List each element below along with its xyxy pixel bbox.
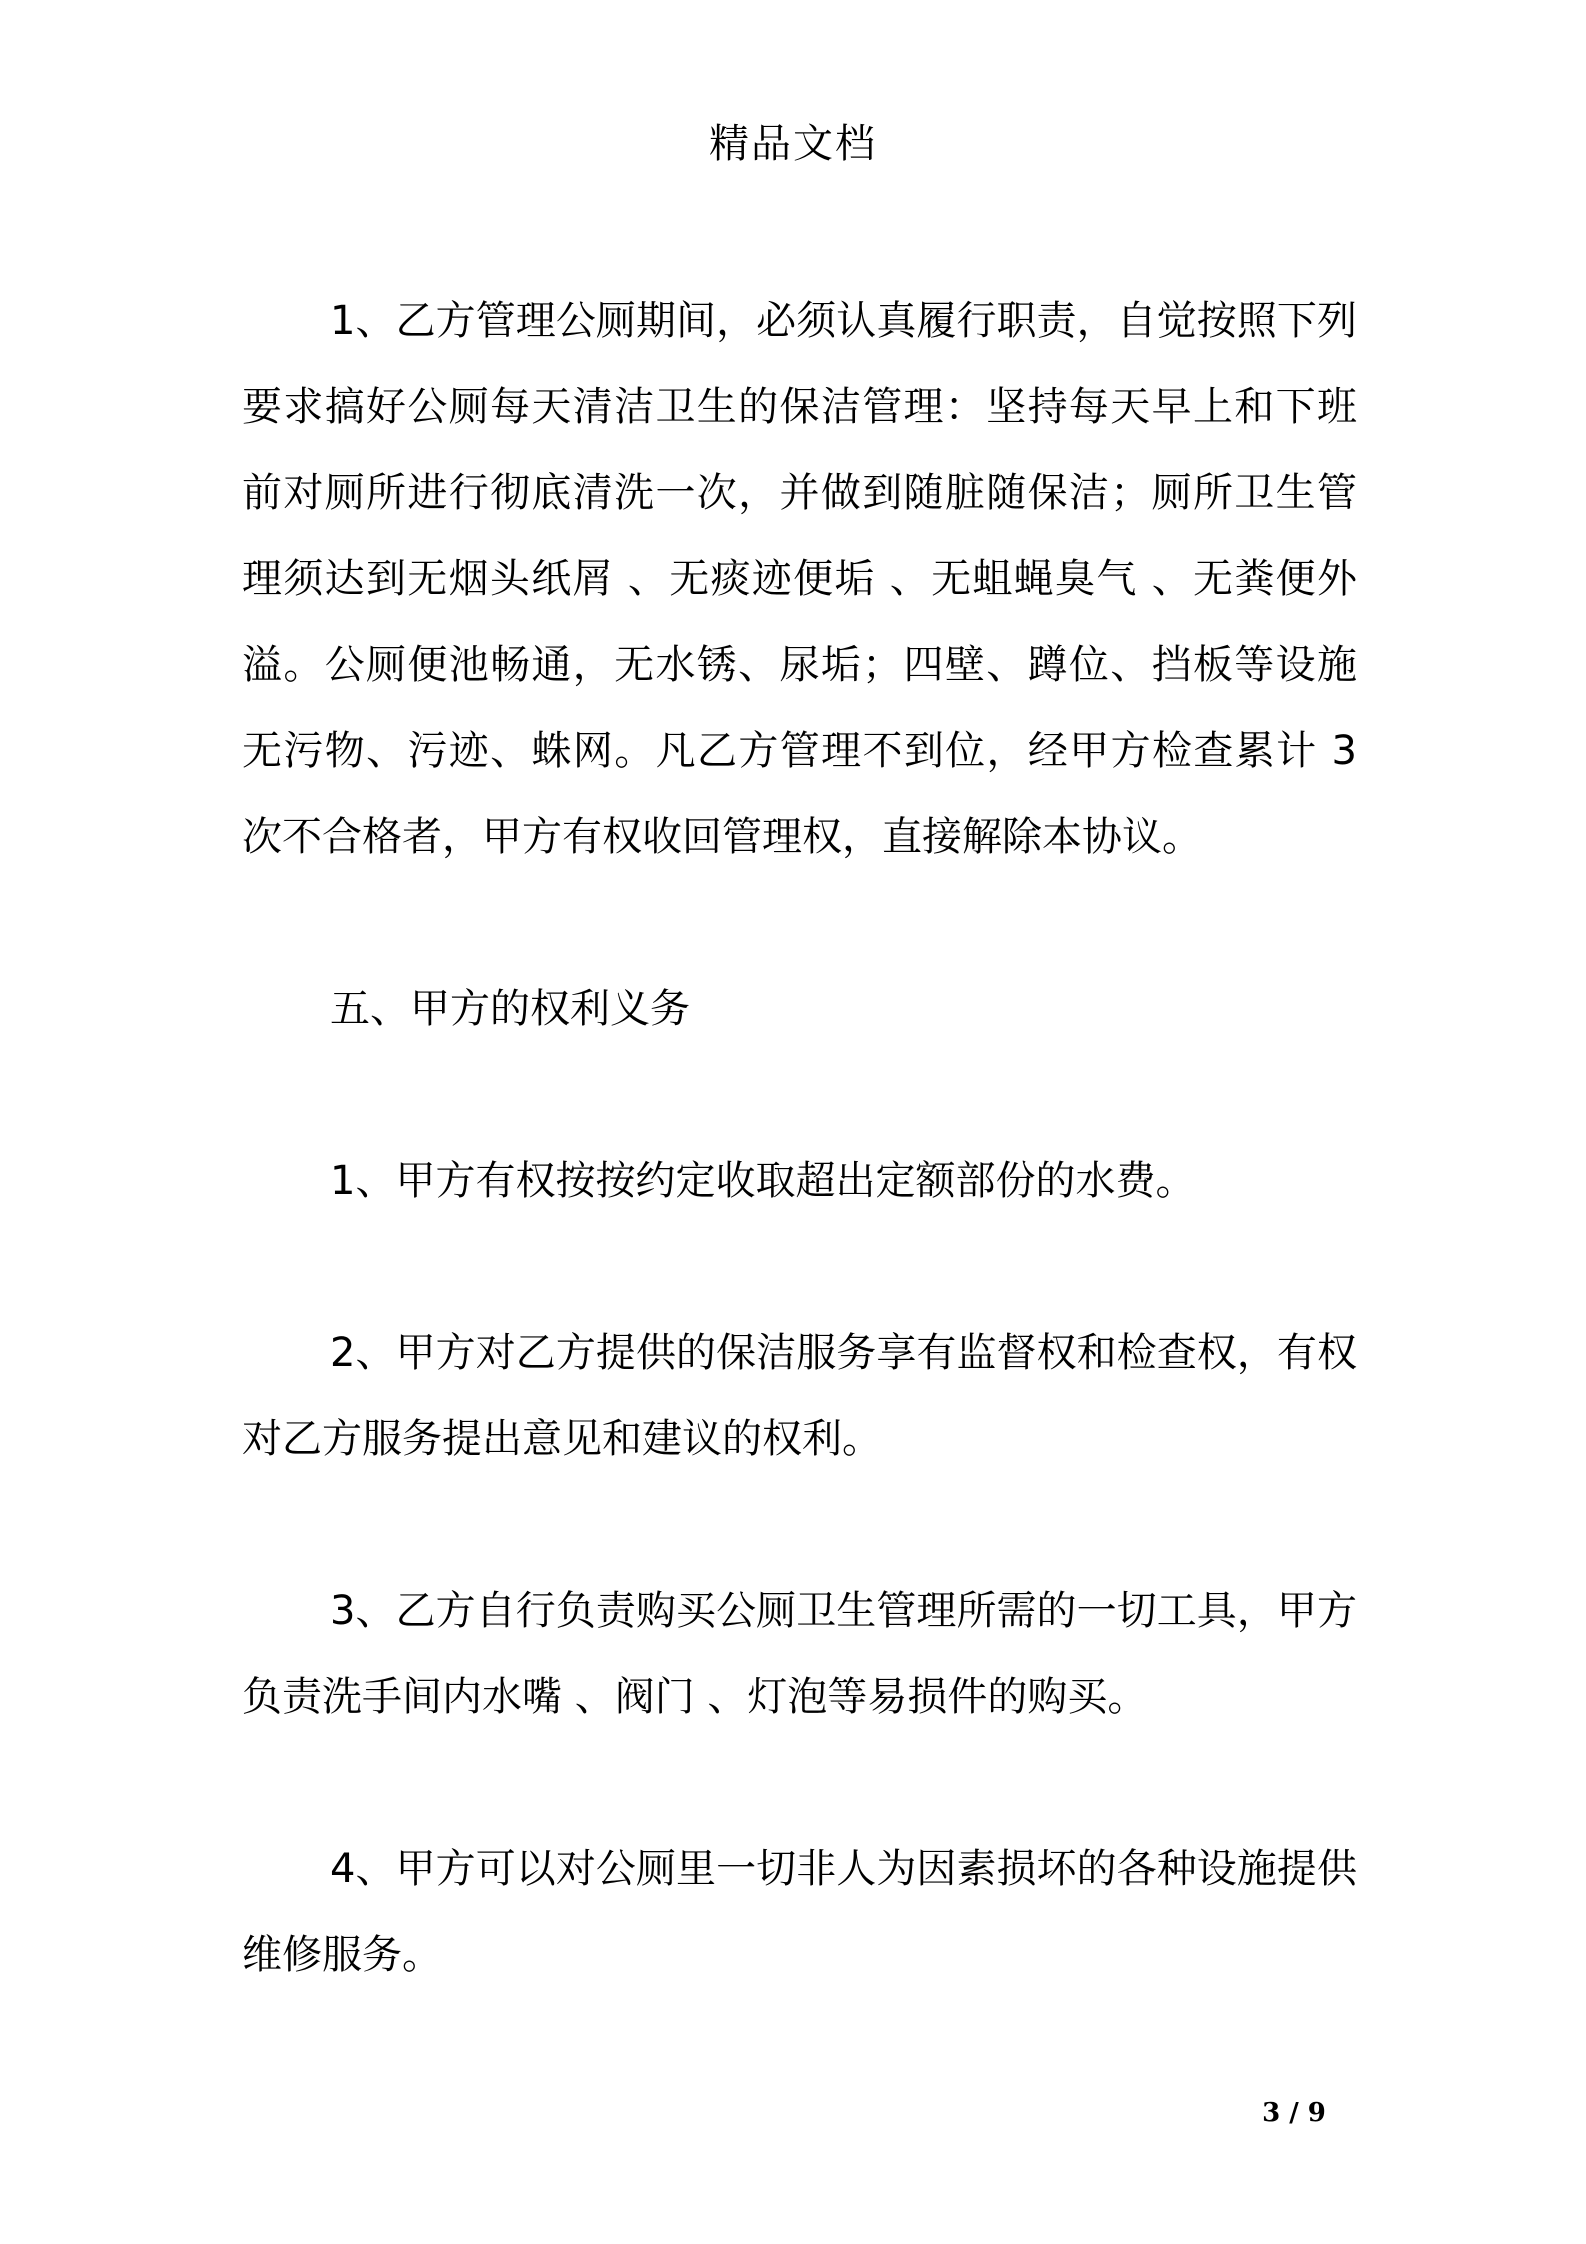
document-header: 精品文档 <box>709 121 877 167</box>
clause-paragraph: 1、甲方有权按按约定收取超出定额部份的水费。 <box>330 1158 1196 1204</box>
document-body <box>242 278 1357 1998</box>
clause-paragraph: 3、乙方自行负责购买公厕卫生管理所需的一切工具，甲方负责洗手间内水嘴 、阀门 、灯泡等易损件的购买。 <box>242 1588 1357 1720</box>
clause-paragraph: 4、甲方可以对公厕里一切非人为因素损坏的各种设施提供维修服务。 <box>242 1846 1357 1978</box>
clause-paragraph: 1、乙方管理公厕期间，必须认真履行职责，自觉按照下列要求搞好公厕每天清洁卫生的保洁管理：坚持每天早上和下班前对厕所进行彻底清洗一次，并做到随脏随保洁；厕所卫生管理须达到无烟头纸屑 、无痰迹便垢 、无蛆蝇臭气 、无粪便外溢。公厕便池畅通，无水锈、尿垢；四壁、蹲位、挡板等设施无污物、污迹、蛛网。凡乙方管理不到位，经甲方检查累计 3 次不合格者，甲方有权收回管理权，直接解除本协议。 <box>242 298 1357 860</box>
section-heading: 五、甲方的权利义务 <box>330 986 690 1032</box>
clause-paragraph: 2、甲方对乙方提供的保洁服务享有监督权和检查权，有权对乙方服务提出意见和建议的权利。 <box>242 1330 1357 1462</box>
page-number: 3 / 9 <box>1262 2098 1326 2128</box>
